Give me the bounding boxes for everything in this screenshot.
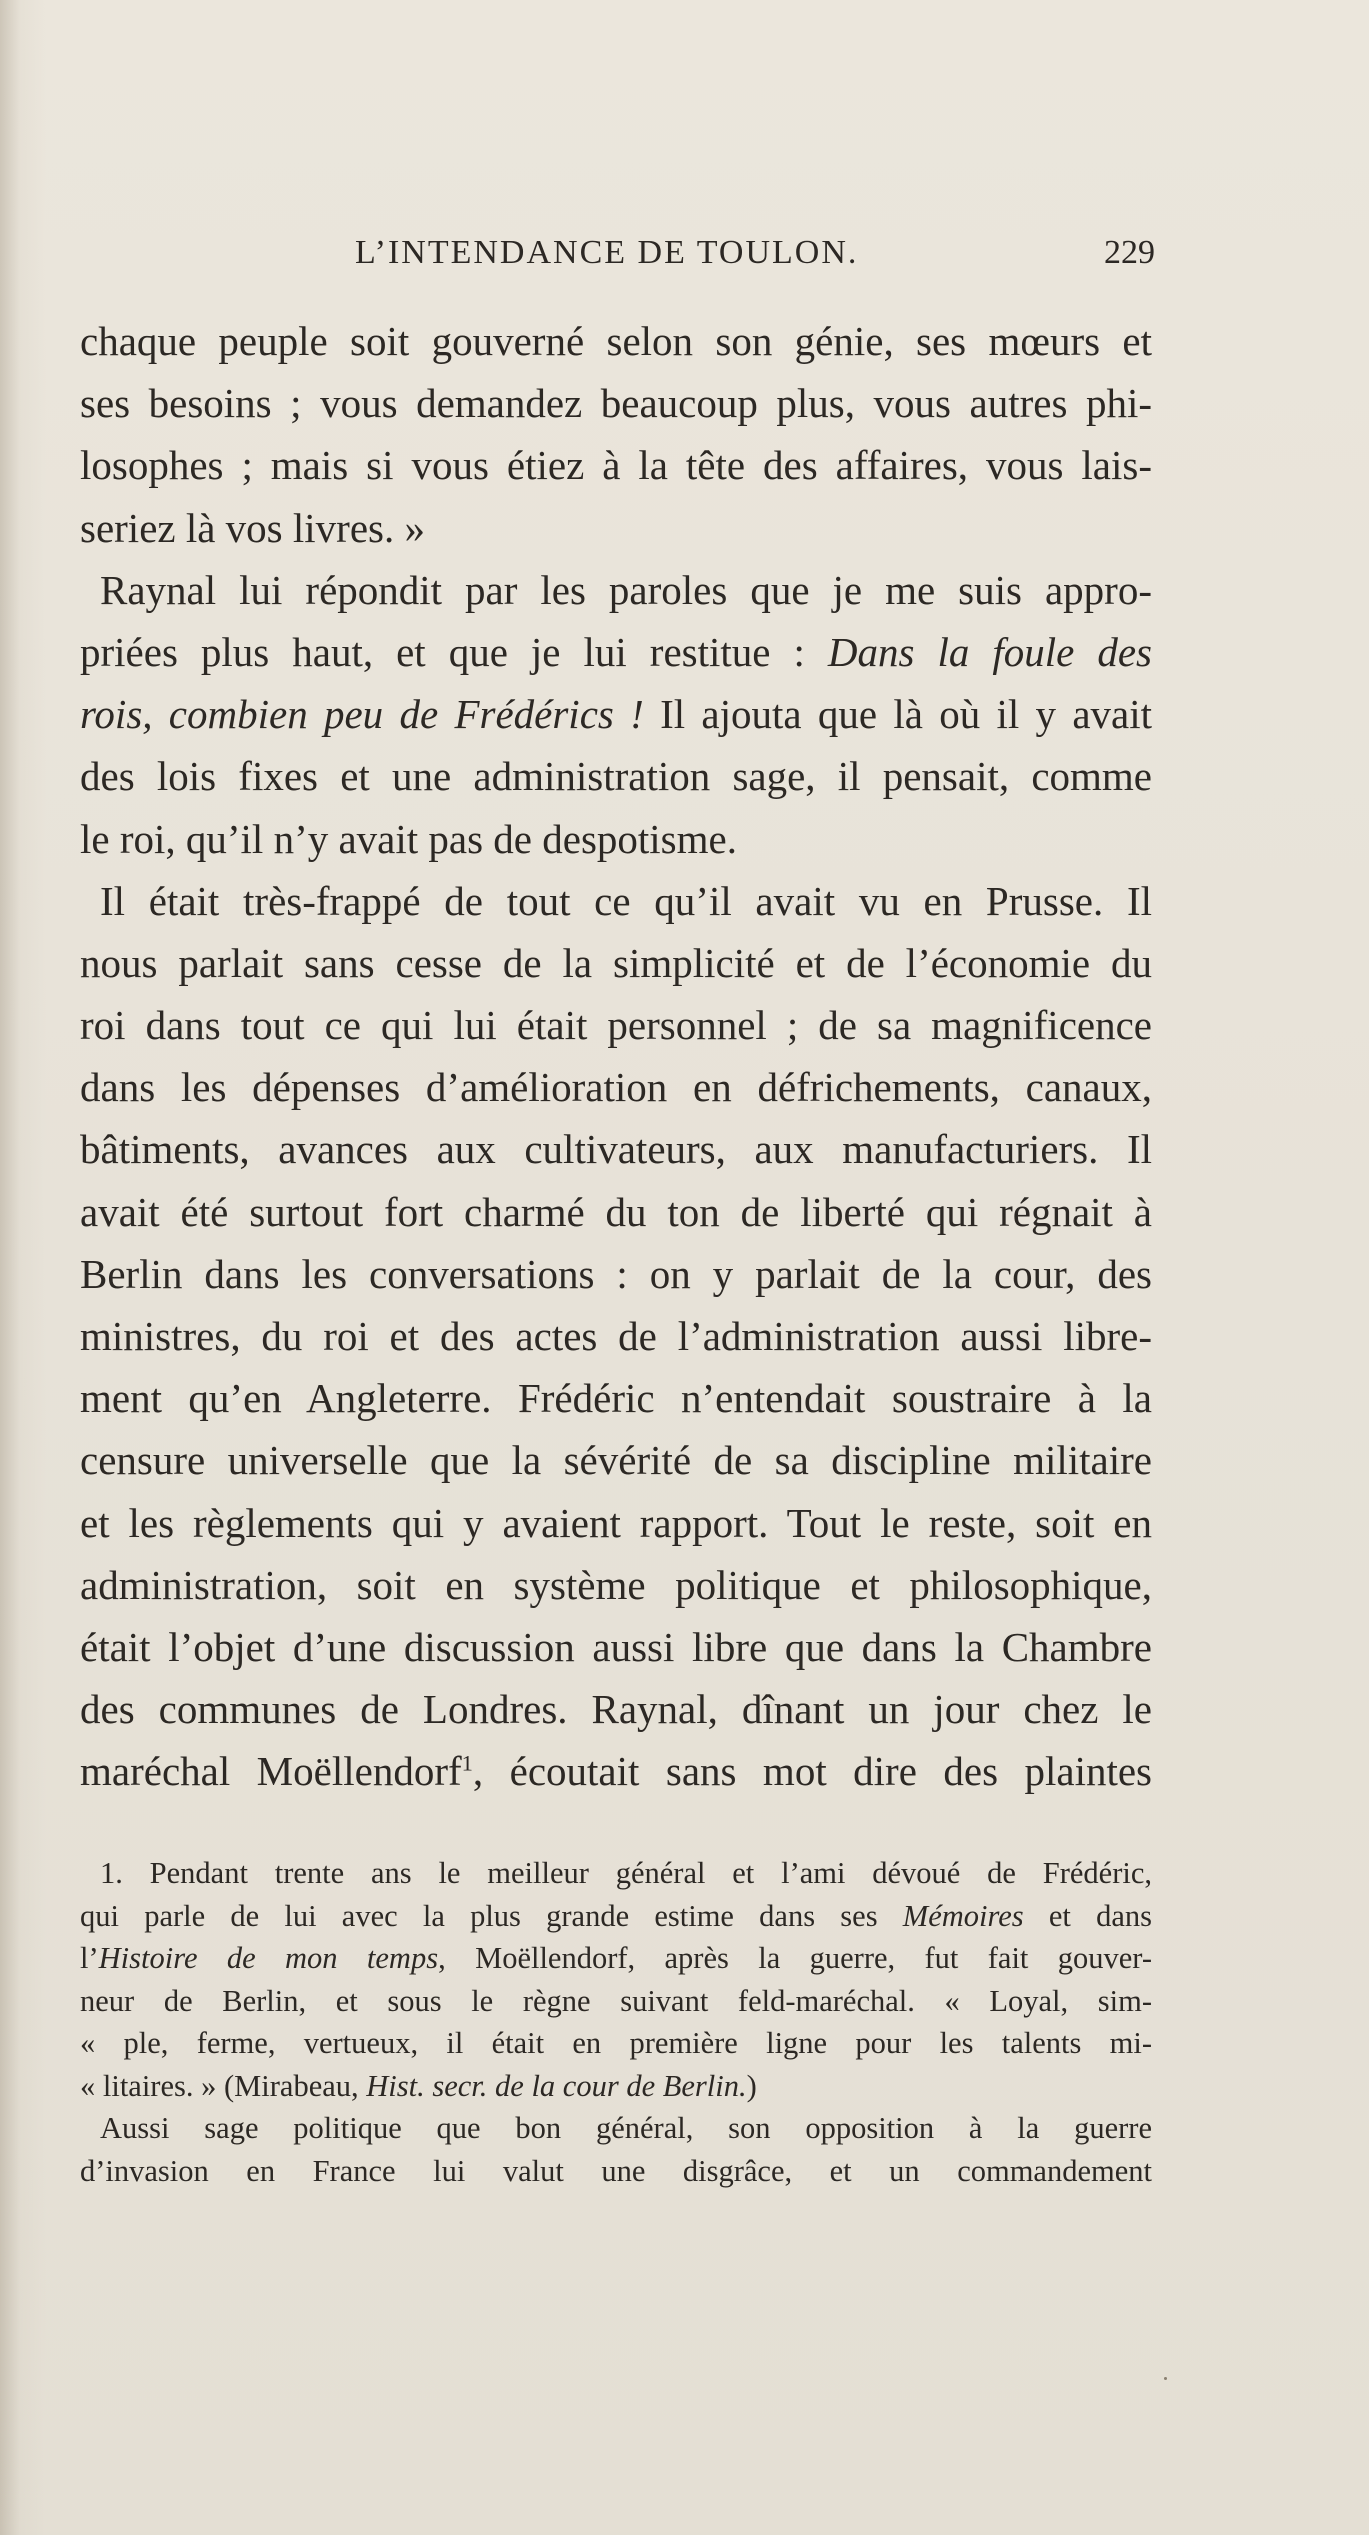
text-line: Raynal lui répondit par les paroles que je me suis appro- (100, 566, 1152, 613)
text-line: rois, combien peu de Frédérics ! Il ajouta que là où il y avait (80, 691, 1152, 738)
footnote-line: « litaires. » (Mirabeau, Hist. secr. de la cour de Berlin.) (80, 2068, 757, 2103)
footnote-line: d’invasion en France lui valut une disgrâce, et un commandement (80, 2153, 1152, 2188)
running-header (355, 234, 1155, 284)
footnote-line: qui parle de lui avec la plus grande estime dans ses Mémoires et dans (80, 1898, 1152, 1933)
text-line: Il était très-frappé de tout ce qu’il avait vu en Prusse. Il (100, 877, 1152, 924)
text-line: administration, soit en système politique et philosophique, (80, 1561, 1152, 1608)
running-title: L’INTENDANCE DE TOULON. (355, 234, 859, 271)
text-line: nous parlait sans cesse de la simplicité et de l’économie du (80, 939, 1152, 986)
footnote-line: Aussi sage politique que bon général, son opposition à la guerre (100, 2111, 1152, 2145)
text-line: roi dans tout ce qui lui était personnel ; de sa magnificence (80, 1002, 1152, 1049)
text-line: seriez là vos livres. » (80, 504, 425, 551)
text-line: chaque peuple soit gouverné selon son génie, ses mœurs et (80, 318, 1152, 364)
text-line: des communes de Londres. Raynal, dînant un jour chez le (80, 1686, 1152, 1733)
footnote-line: l’Histoire de mon temps, Moëllendorf, après la guerre, fut fait gouver- (80, 1941, 1153, 1975)
main-text (80, 310, 1152, 1803)
text-line: losophes ; mais si vous étiez à la tête des affaires, vous lais- (80, 442, 1152, 489)
footnote-line: 1. Pendant trente ans le meilleur général et l’ami dévoué de Frédéric, (100, 1856, 1152, 1890)
footnote-line: « ple, ferme, vertueux, il était en première ligne pour les talents mi- (80, 2026, 1152, 2060)
text-line: avait été surtout fort charmé du ton de liberté qui régnait à (80, 1188, 1152, 1235)
text-line: des lois fixes et une administration sage, il pensait, comme (80, 753, 1152, 800)
text-line: maréchal Moëllendorf$^1$, écoutait sans mot dire des plaintes (80, 1748, 1153, 1795)
footnote-block (80, 1852, 1152, 2192)
text-line: le roi, qu’il n’y avait pas de despotisme. (80, 815, 737, 862)
text-line: et les règlements qui y avaient rapport. Tout le reste, soit en (80, 1499, 1152, 1546)
text-line: dans les dépenses d’amélioration en défrichements, canaux, (80, 1064, 1152, 1111)
text-line: ment qu’en Angleterre. Frédéric n’entendait soustraire à la (80, 1375, 1152, 1422)
paper-speck (1164, 2377, 1167, 2380)
text-line: priées plus haut, et que je lui restitue : Dans la foule des (80, 628, 1153, 675)
text-line: censure universelle que la sévérité de sa discipline militaire (80, 1437, 1152, 1484)
text-line: Berlin dans les conversations : on y parlait de la cour, des (80, 1250, 1152, 1297)
text-line: ministres, du roi et des actes de l’administration aussi libre- (80, 1313, 1152, 1359)
text-line: bâtiments, avances aux cultivateurs, aux manufacturiers. Il (80, 1126, 1152, 1173)
footnote-line: neur de Berlin, et sous le règne suivant feld-maréchal. « Loyal, sim- (80, 1983, 1152, 2018)
page-number: 229 (1104, 234, 1155, 271)
text-line: ses besoins ; vous demandez beaucoup plus, vous autres phi- (80, 380, 1152, 427)
text-line: était l’objet d’une discussion aussi libre que dans la Chambre (80, 1623, 1152, 1670)
